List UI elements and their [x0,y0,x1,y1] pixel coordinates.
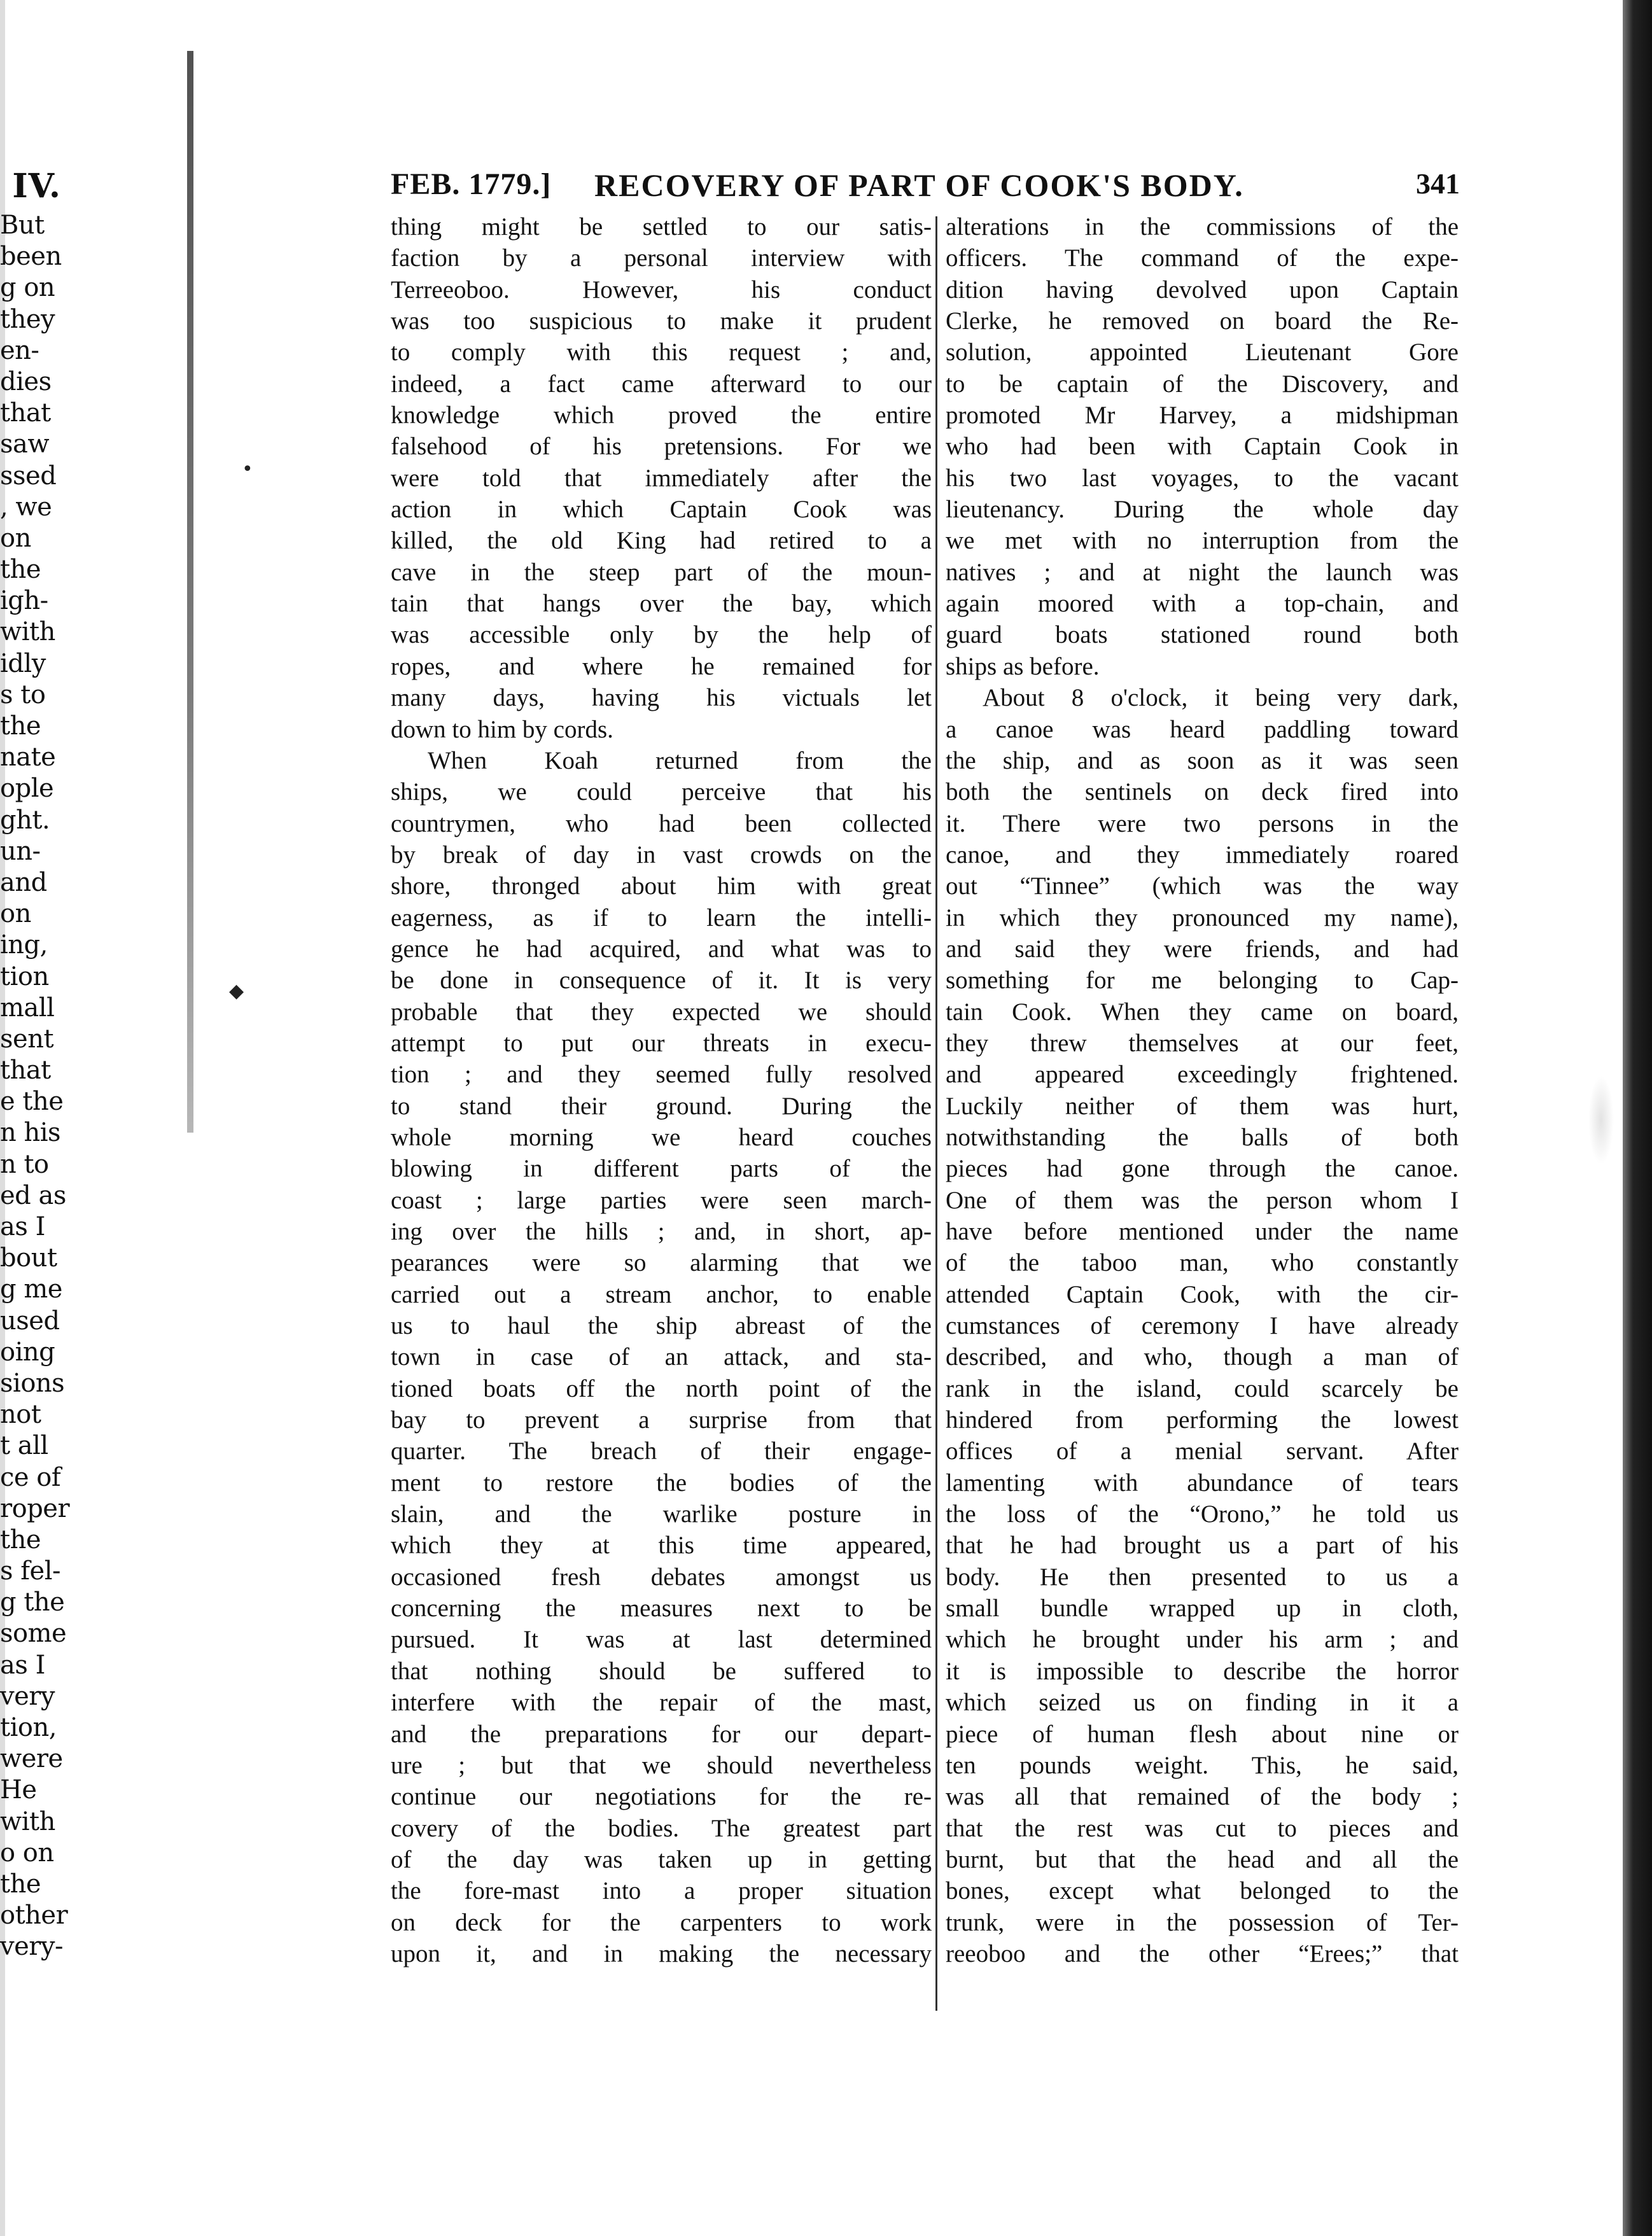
text-line: alterations in the commissions of the [946,213,1459,241]
left-page-heading: IV. [12,167,61,206]
left-fragment-line: ght. [0,805,50,835]
left-fragment-line: were [0,1744,63,1774]
left-fragment-line: some [0,1619,67,1649]
text-line: that he had brought us a part of his [946,1532,1459,1560]
text-line: it is impossible to describe the horror [946,1657,1459,1685]
text-line: action in which Captain Cook was [391,496,932,524]
left-fragment-line: that [0,398,51,428]
text-line: of the taboo man, who constantly [946,1249,1459,1277]
text-line: that the rest was cut to pieces and [946,1814,1459,1842]
text-line: it. There were two persons in the [946,809,1459,837]
left-fragment-line: ople [0,774,54,804]
left-fragment-line: oing [0,1337,55,1367]
running-head [391,167,1460,205]
text-line: falsehood of his pretensions. For we [391,433,932,461]
text-line: pieces had gone through the canoe. [946,1155,1459,1183]
text-line: his two last voyages, to the vacant [946,464,1459,492]
text-line: the ship, and as soon as it was seen [946,746,1459,774]
left-fragment-line: the [0,711,41,741]
text-line: indeed, a fact came afterward to our [391,370,932,398]
left-fragment-line: tion, [0,1713,57,1742]
text-line: dition having devolved upon Captain [946,276,1459,304]
text-line: burnt, but that the head and all the [946,1845,1459,1873]
text-line: which they at this time appeared, [391,1532,932,1560]
text-line: occasioned fresh debates amongst us [391,1563,932,1591]
text-line: were told that immediately after the [391,464,932,492]
text-line: something for me belonging to Cap- [946,967,1459,995]
text-line: and said they were friends, and had [946,935,1459,963]
left-fragment-line: tion [0,961,49,991]
text-line: many days, having his victuals let [391,684,932,712]
text-line: ing over the hills ; and, in short, ap- [391,1218,932,1245]
text-line: promoted Mr Harvey, a midshipman [946,402,1459,430]
left-fragment-line: been [0,242,62,272]
text-column-left [391,211,932,1969]
left-fragment-line: un- [0,836,41,866]
left-fragment-line: ing, [0,930,48,960]
text-line: body. He then presented to us a [946,1563,1459,1591]
text-line: quarter. The breach of their engage- [391,1437,932,1465]
text-line: us to haul the ship abreast of the [391,1312,932,1340]
text-line: the fore-mast into a proper situation [391,1877,932,1905]
text-line: who had been with Captain Cook in [946,433,1459,461]
text-line: tioned boats off the north point of the [391,1374,932,1402]
text-line: the loss of the “Orono,” he told us [946,1500,1459,1528]
text-line: small bundle wrapped up in cloth, [946,1595,1459,1623]
margin-diamond-mark: ◆ [229,980,244,1002]
text-line: solution, appointed Lieutenant Gore [946,339,1459,367]
text-line: bay to prevent a surprise from that [391,1406,932,1434]
text-line: by break of day in vast crowds on the [391,841,932,869]
left-fragment-line: s to [0,680,46,709]
text-line: carried out a stream anchor, to enable [391,1280,932,1308]
text-line: that nothing should be suffered to [391,1657,932,1685]
left-fragment-line: mall [0,993,55,1023]
left-fragment-line: the [0,1869,41,1899]
left-fragment-line: , we [0,492,52,522]
left-fragment-line: with [0,1806,55,1836]
left-fragment-line: dies [0,367,52,396]
margin-dot-mark: • [242,458,253,480]
text-line: out “Tinnee” (which was the way [946,872,1459,900]
text-line: ure ; but that we should nevertheless [391,1751,932,1779]
text-line: lieutenancy. During the whole day [946,496,1459,524]
left-fragment-line: He [0,1775,37,1805]
text-line: lamenting with abundance of tears [946,1469,1459,1497]
text-line: ships as before. [946,652,1100,680]
text-line: hindered from performing the lowest [946,1406,1459,1434]
text-line: shore, thronged about him with great [391,872,932,900]
text-line: trunk, were in the possession of Ter- [946,1908,1459,1936]
text-line: eagerness, as if to learn the intelli- [391,904,932,932]
text-line: tion ; and they seemed fully resolved [391,1061,932,1089]
left-fragment-line: as I [0,1650,45,1680]
scan-edge-shadow [1623,0,1652,2236]
text-line: whole morning we heard couches [391,1123,932,1151]
text-line: attempt to put our threats in execu- [391,1029,932,1057]
text-line: thing might be settled to our satis- [391,213,932,241]
left-fragment-line: very [0,1681,55,1711]
left-fragment-line: But [0,211,45,240]
left-fragment-line: the [0,1525,41,1555]
text-column-right [946,211,1459,1969]
left-fragment-line: s fel- [0,1556,61,1586]
text-line: continue our negotiations for the re- [391,1783,932,1811]
left-fragment-line: g the [0,1588,65,1618]
text-line: which seized us on finding in it a [946,1689,1459,1717]
left-fragment-line: the [0,555,41,585]
left-fragment-line: as I [0,1212,45,1241]
text-line: reeoboo and the other “Erees;” that [946,1939,1459,1967]
text-line: killed, the old King had retired to a [391,527,932,555]
text-line: slain, and the warlike posture in [391,1500,932,1528]
text-line: cave in the steep part of the moun- [391,558,932,586]
left-fragment-line: with [0,617,55,647]
left-page-fragment [0,210,70,1963]
left-fragment-line: sent [0,1024,54,1054]
text-line: blowing in different parts of the [391,1155,932,1183]
text-line: One of them was the person whom I [946,1186,1459,1214]
page-smudge [1588,1075,1614,1164]
left-fragment-line: igh- [0,586,48,616]
left-fragment-line: ssed [0,461,57,491]
text-line: to comply with this request ; and, [391,339,932,367]
text-line: town in case of an attack, and sta- [391,1343,932,1371]
text-line: guard boats stationed round both [946,621,1459,649]
text-line: officers. The command of the expe- [946,244,1459,272]
left-fragment-line: nate [0,743,56,772]
text-line: on deck for the carpenters to work [391,1908,932,1936]
text-line: Terreeoboo. However, his conduct [391,276,932,304]
page-number: 341 [1416,167,1460,200]
left-fragment-line: that [0,1056,51,1086]
left-fragment-line: bout [0,1243,57,1273]
text-line: they threw themselves at our feet, [946,1029,1459,1057]
left-fragment-line: g on [0,273,55,303]
text-line: ropes, and where he remained for [391,652,932,680]
text-line: described, and who, though a man of [946,1343,1459,1371]
left-fragment-line: n his [0,1118,61,1148]
text-line: was accessible only by the help of [391,621,932,649]
text-line: ships, we could perceive that his [391,778,932,806]
left-fragment-line: n to [0,1149,49,1179]
left-fragment-line: on [0,523,31,553]
left-fragment-line: o on [0,1838,54,1868]
left-fragment-line: roper [0,1493,70,1523]
text-line: again moored with a top-chain, and [946,590,1459,618]
left-fragment-line: g me [0,1275,62,1304]
header-date: FEB. 1779.] [391,167,552,201]
left-fragment-line: ed as [0,1180,66,1210]
left-fragment-line: not [0,1400,41,1430]
left-fragment-line: en- [0,335,39,365]
text-line: When Koah returned from the [428,746,932,774]
text-line: probable that they expected we should [391,998,932,1026]
left-fragment-line: saw [0,430,50,459]
text-line: of the day was taken up in getting [391,1845,932,1873]
left-fragment-line: ce of [0,1462,61,1492]
text-line: About 8 o'clock, it being very dark, [983,684,1459,712]
text-line: Clerke, he removed on board the Re- [946,307,1459,335]
text-line: bones, except what belonged to the [946,1877,1459,1905]
text-line: which he brought under his arm ; and [946,1626,1459,1654]
text-line: canoe, and they immediately roared [946,841,1459,869]
left-fragment-line: e the [0,1087,64,1117]
text-line: both the sentinels on deck fired into [946,778,1459,806]
text-line: piece of human flesh about nine or [946,1720,1459,1748]
text-line: faction by a personal interview with [391,244,932,272]
text-line: ten pounds weight. This, he said, [946,1751,1459,1779]
text-line: was too suspicious to make it prudent [391,307,932,335]
left-fragment-line: on [0,899,31,929]
left-fragment-line: other [0,1901,68,1931]
text-line: ment to restore the bodies of the [391,1469,932,1497]
left-fragment-line: and [0,867,47,897]
text-line: natives ; and at night the launch was [946,558,1459,586]
header-title: RECOVERY OF PART OF COOK'S BODY. [594,167,1244,203]
text-line: and the preparations for our depart- [391,1720,932,1748]
text-line: covery of the bodies. The greatest part [391,1814,932,1842]
text-line: gence he had acquired, and what was to [391,935,932,963]
left-fragment-line: very- [0,1932,64,1962]
left-fragment-line: idly [0,648,46,678]
text-line: tain Cook. When they came on board, [946,998,1459,1026]
left-fragment-line: t all [0,1431,48,1461]
binding-gutter [187,51,193,1133]
text-line: knowledge which proved the entire [391,402,932,430]
text-line: and appeared exceedingly frightened. [946,1061,1459,1089]
text-line: we met with no interruption from the [946,527,1459,555]
text-line: was all that remained of the body ; [946,1783,1459,1811]
text-line: tain that hangs over the bay, which [391,590,932,618]
text-line: in which they pronounced my name), [946,904,1459,932]
text-line: pursued. It was at last determined [391,1626,932,1654]
text-line: interfere with the repair of the mast, [391,1689,932,1717]
text-line: offices of a menial servant. After [946,1437,1459,1465]
left-fragment-line: used [0,1306,60,1336]
text-line: to stand their ground. During the [391,1092,932,1120]
text-line: attended Captain Cook, with the cir- [946,1280,1459,1308]
text-line: countrymen, who had been collected [391,809,932,837]
text-line: have before mentioned under the name [946,1218,1459,1245]
left-fragment-line: sions [0,1368,65,1398]
text-line: cumstances of ceremony I have already [946,1312,1459,1340]
text-line: concerning the measures next to be [391,1595,932,1623]
text-line: Luckily neither of them was hurt, [946,1092,1459,1120]
text-line: be done in consequence of it. It is very [391,967,932,995]
column-rule [935,216,937,2011]
text-line: notwithstanding the balls of both [946,1123,1459,1151]
text-line: to be captain of the Discovery, and [946,370,1459,398]
text-line: pearances were so alarming that we [391,1249,932,1277]
text-line: down to him by cords. [391,715,613,743]
text-line: upon it, and in making the necessary [391,1939,932,1967]
text-line: rank in the island, could scarcely be [946,1374,1459,1402]
text-line: coast ; large parties were seen march- [391,1186,932,1214]
left-fragment-line: they [0,304,55,334]
text-line: a canoe was heard paddling toward [946,715,1459,743]
